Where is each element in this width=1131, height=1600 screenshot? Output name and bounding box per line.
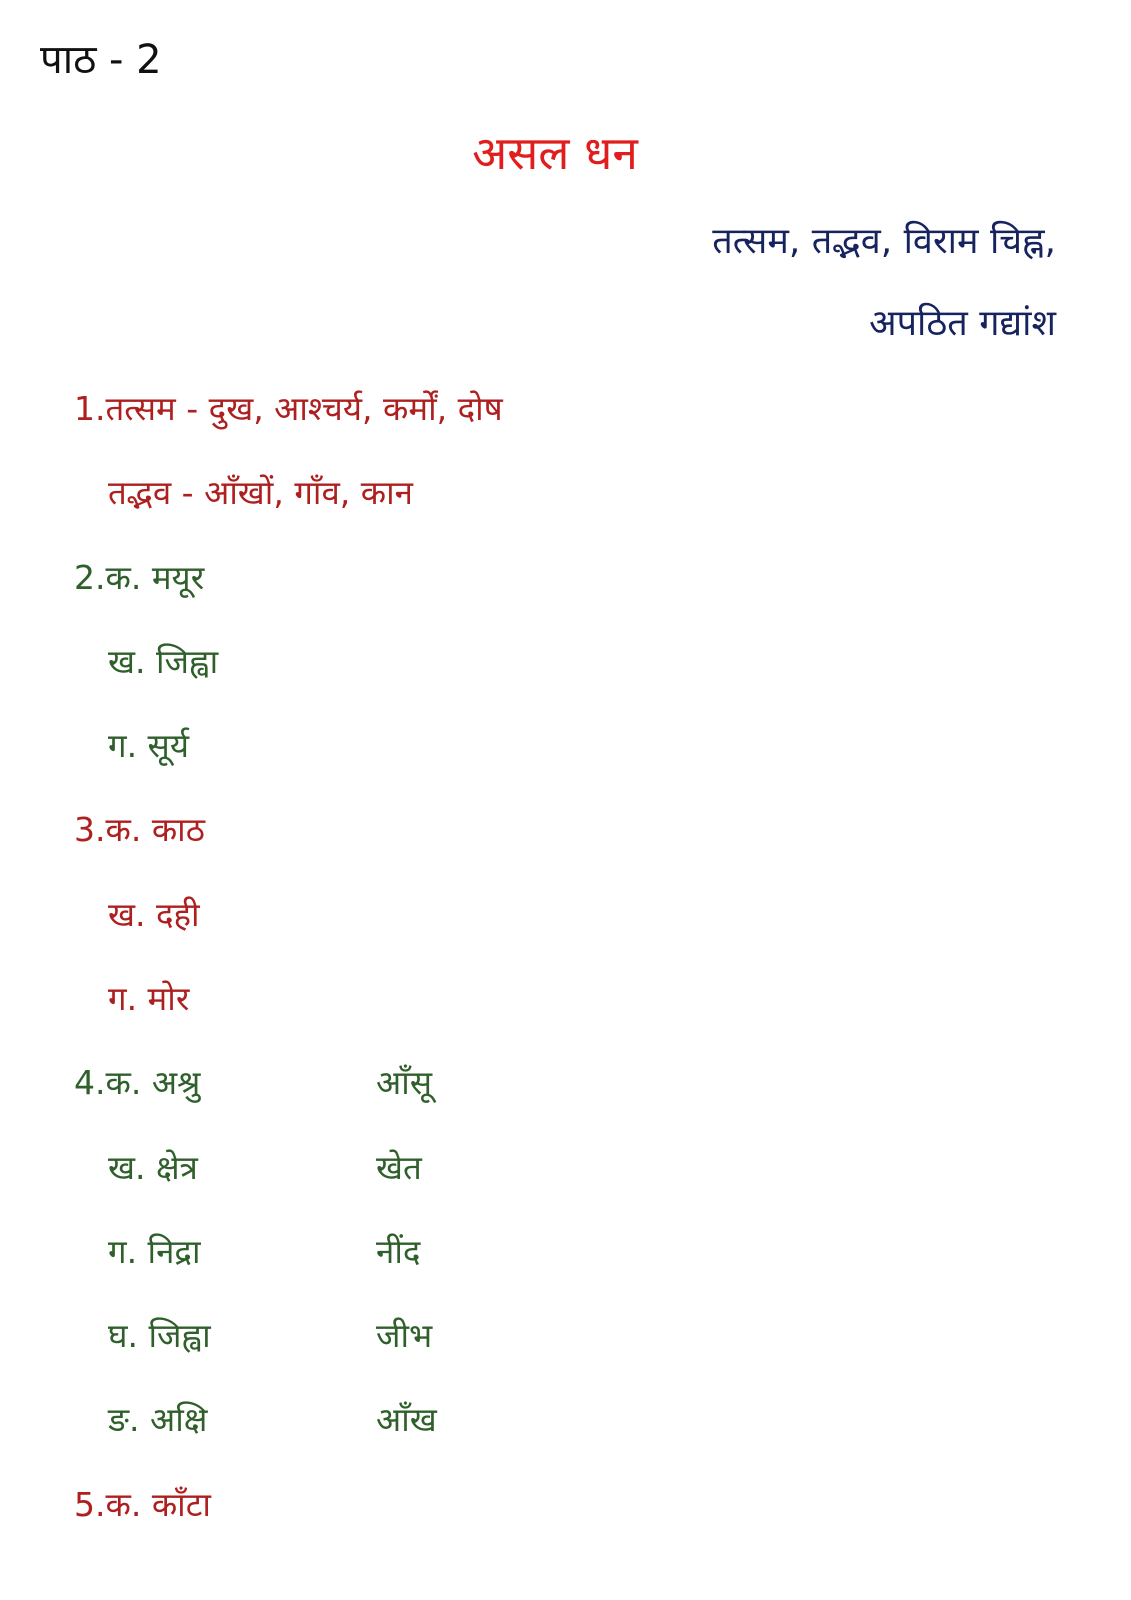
answer-number: 4.	[74, 1063, 106, 1102]
topics-line-2: अपठित गद्यांश	[869, 303, 1056, 344]
tatsam-word: घ. जिह्वा	[108, 1316, 211, 1355]
answer-item: ख. दही	[108, 895, 200, 934]
tadbhav-word: खेत	[376, 1148, 422, 1187]
answer-3-row	[74, 810, 205, 849]
answer-item: क. काँटा	[105, 1485, 211, 1524]
tadbhav-word: जीभ	[376, 1316, 433, 1355]
answer-number: 5.	[74, 1485, 106, 1524]
answer-number: 3.	[74, 810, 106, 849]
tadbhav-word: आँख	[376, 1400, 437, 1439]
answer-item: ख. जिह्वा	[108, 642, 219, 681]
answer-5-row	[74, 1485, 211, 1524]
answer-1-row	[74, 389, 503, 428]
page-title: असल धन	[472, 126, 638, 180]
answer-2-row	[74, 558, 205, 597]
tadbhav-line: तद्भव - आँखों, गाँव, कान	[108, 473, 413, 512]
tatsam-word: ख. क्षेत्र	[108, 1148, 198, 1187]
tatsam-word: ग. निद्रा	[108, 1232, 201, 1271]
answer-4-row	[74, 1063, 201, 1102]
tatsam-line: तत्सम - दुख, आश्चर्य, कर्मों, दोष	[105, 389, 503, 428]
answer-item: ग. मोर	[108, 979, 190, 1018]
tadbhav-word: नींद	[376, 1232, 421, 1271]
lesson-number: पाठ - 2	[40, 37, 162, 83]
tatsam-word: क. अश्रु	[105, 1063, 201, 1102]
tadbhav-word: आँसू	[376, 1063, 433, 1102]
answer-item: ग. सूर्य	[108, 726, 190, 765]
tatsam-word: ङ. अक्षि	[108, 1400, 208, 1439]
answer-item: क. काठ	[105, 810, 205, 849]
answer-number: 2.	[74, 558, 106, 597]
answer-number: 1.	[74, 389, 106, 428]
topics-line-1: तत्सम, तद्भव, विराम चिह्न,	[712, 221, 1056, 262]
answer-item: क. मयूर	[105, 558, 205, 597]
